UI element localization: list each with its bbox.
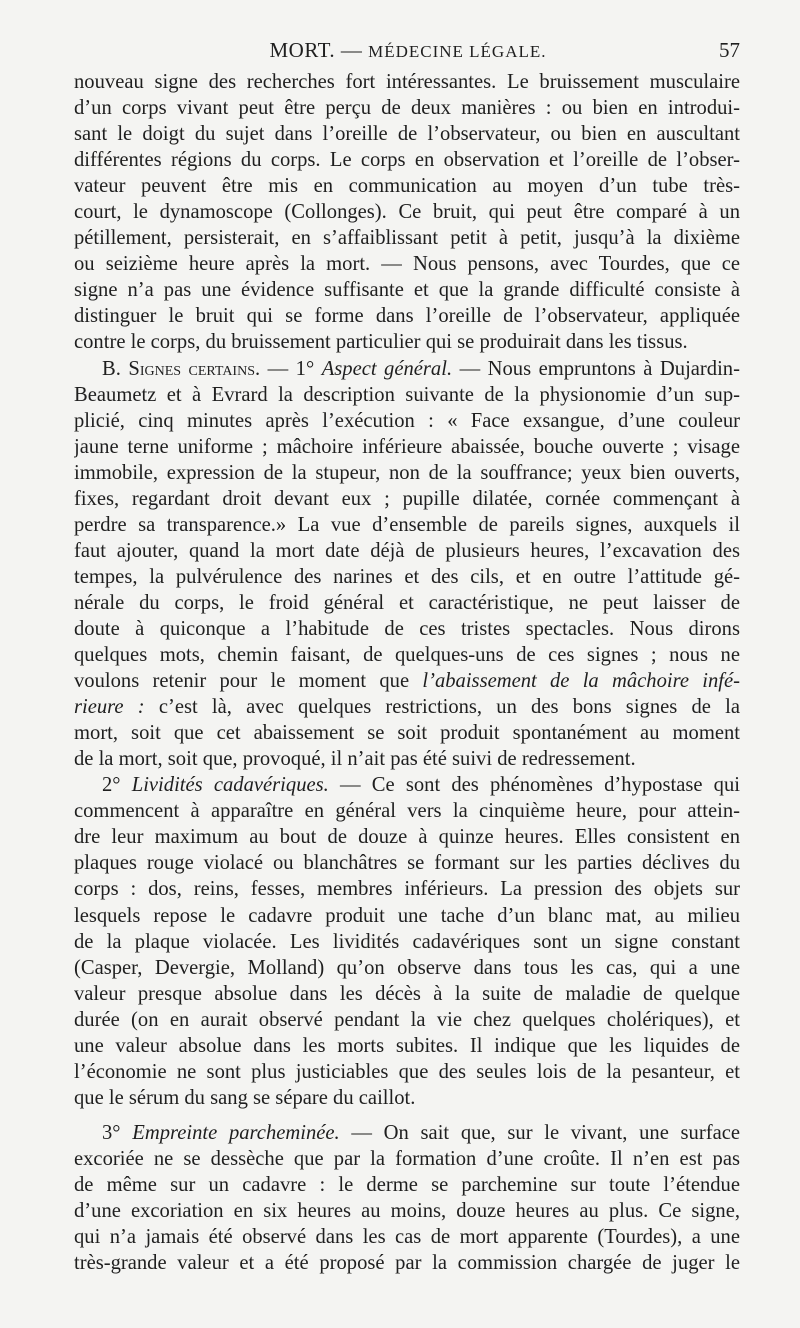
section-b-first-rest: — Nous empruntons à Dujardin- <box>459 357 740 380</box>
text-line: excoriée ne se dessèche que par la formation d’une croûte. Il n’en est pas <box>74 1147 740 1170</box>
section-2-heading-line <box>74 772 740 798</box>
text-line: qui n’a jamais été observé dans les cas de mort apparente (Tourdes), a une <box>74 1226 740 1249</box>
emphasis-text: rieure : <box>74 696 145 719</box>
emphasis-text: l’abaissement de la mâchoire infé- <box>422 670 740 693</box>
text-line: de la plaque violacée. Les lividités cadavériques sont un signe constant <box>74 930 740 953</box>
section-2-first-rest: — Ce sont des phénomènes d’hypostase qui <box>328 774 740 797</box>
text-line: perdre sa transparence.» La vue d’ensemble de pareils signes, auxquels il <box>74 513 740 536</box>
section-b-dash: — <box>267 357 289 380</box>
text-line: tempes, la pulvérulence des narines et des cils, et en outre l’attitude gé- <box>74 565 740 588</box>
section-3-label: Empreinte parcheminée. <box>132 1121 340 1144</box>
text-line: corps : dos, reins, fesses, membres inférieurs. La pression des objets sur <box>74 878 740 901</box>
section-b-heading-line <box>74 356 740 382</box>
page-number: 57 <box>719 38 740 62</box>
section-3-first-rest: — On sait que, sur le vivant, une surface <box>339 1121 740 1144</box>
text-line: doute à quiconque a l’habitude de ces tristes spectacles. Nous dirons <box>74 617 740 640</box>
text-line: distinguer le bruit qui se forme dans l’oreille de l’observateur, appliquée <box>74 305 740 328</box>
text-line <box>74 694 740 720</box>
text-line: faut ajouter, quand la mort date déjà de plusieurs heures, l’excavation des <box>74 539 740 562</box>
text-line: mort, soit que cet abaissement se soit produit spontanément au moment <box>74 722 740 745</box>
text-line: sant le doigt du sujet dans l’oreille de l’observateur, ou bien en auscultant <box>74 123 740 146</box>
text-line: une valeur absolue dans les morts subites. Il indique que les liquides de <box>74 1034 740 1057</box>
text-line: ou seizième heure après la mort. — Nous pensons, avec Tourdes, que ce <box>74 253 740 276</box>
section-b-prefix: B. <box>102 357 121 380</box>
text-line: durée (on en aurait observé pendant la vie chez quelques cholériques), et <box>74 1008 740 1031</box>
section-b-heading: Signes certains. <box>128 357 261 380</box>
text-line: court, le dynamoscope (Collonges). Ce bruit, qui peut être comparé à un <box>74 201 740 224</box>
text-line: de même sur un cadavre : le derme se parchemine sur toute l’étendue <box>74 1173 740 1196</box>
section-b-num: 1° <box>295 357 315 380</box>
body-text <box>74 69 740 1276</box>
text-line: plaques rouge violacé ou blanchâtres se formant sur les parties déclives du <box>74 852 740 875</box>
section-3-heading-line <box>74 1120 740 1146</box>
text-line: vateur peuvent être mis en communication au moyen d’un tube très- <box>74 175 740 198</box>
text-span: c’est là, avec quelques restrictions, un des bons signes de la <box>144 696 740 719</box>
section-b-label: Aspect général. <box>321 357 453 380</box>
section-2-label: Lividités cadavériques. <box>131 774 329 797</box>
text-line: contre le corps, du bruissement particulier qui se produirait dans les tissus. <box>74 331 688 354</box>
text-line: dre leur maximum au bout de douze à quinze heures. Elles consistent en <box>74 826 740 849</box>
title-separator: — <box>340 38 363 62</box>
text-line: nouveau signe des recherches fort intéressantes. Le bruissement musculaire <box>74 71 740 93</box>
text-line: valeur presque absolue dans les décès à la suite de maladie de quelque <box>74 982 740 1005</box>
text-line: nérale du corps, le froid général et caractéristique, ne peut laisser de <box>74 591 740 614</box>
text-line: l’économie ne sont plus justiciables que des seules lois de la pesanteur, et <box>74 1060 740 1083</box>
text-line: fixes, regardant droit devant eux ; pupille dilatée, cornée commençant à <box>74 487 740 510</box>
text-line <box>74 668 740 694</box>
text-span: voulons retenir pour le moment que <box>74 670 423 693</box>
running-header <box>76 38 740 68</box>
text-line: commencent à apparaître en général vers la cinquième heure, pour attein- <box>74 800 740 823</box>
text-line: lesquels repose le cadavre produit une tache d’un blanc mat, au milieu <box>74 904 740 927</box>
text-line: très-grande valeur et a été proposé par la commission chargée de juger le <box>74 1252 740 1275</box>
text-line: plicié, cinq minutes après l’exécution : « Face exsangue, d’une couleur <box>74 409 740 432</box>
text-line: jaune terne uniforme ; mâchoire inférieure abaissée, bouche ouverte ; visage <box>74 435 740 458</box>
text-line: immobile, expression de la stupeur, non de la souffrance; yeux bien ouverts, <box>74 461 740 484</box>
text-line: quelques mots, chemin faisant, de quelques-uns de ces signes ; nous ne <box>74 644 740 667</box>
title-subtitle: MÉDECINE LÉGALE. <box>368 42 547 61</box>
text-line: pétillement, persisterait, en s’affaiblissant petit à petit, jusqu’à la dixième <box>74 227 740 250</box>
text-line: différentes régions du corps. Le corps en observation et l’oreille de l’obser- <box>74 149 740 172</box>
text-line: de la mort, soit que, provoqué, il n’ait pas été suivi de redressement. <box>74 748 636 771</box>
text-line: (Casper, Devergie, Molland) qu’on observe dans tous les cas, qui a une <box>74 956 740 979</box>
text-line: d’une excoriation en six heures au moins, douze heures au plus. Ce signe, <box>74 1200 740 1223</box>
section-3-num: 3° <box>102 1121 121 1144</box>
text-line: d’un corps vivant peut être perçu de deux manières : ou bien en introdui- <box>74 97 740 120</box>
title-main: MORT. <box>269 38 336 62</box>
text-line: que le sérum du sang se sépare du caillot. <box>74 1086 416 1109</box>
text-line: Beaumetz et à Evrard la description suivante de la physionomie d’un sup- <box>74 383 740 406</box>
text-line: signe n’a pas une évidence suffisante et que la grande difficulté consiste à <box>74 279 740 302</box>
section-2-num: 2° <box>102 774 121 797</box>
paragraph-gap <box>74 1111 740 1120</box>
running-title <box>76 38 740 63</box>
